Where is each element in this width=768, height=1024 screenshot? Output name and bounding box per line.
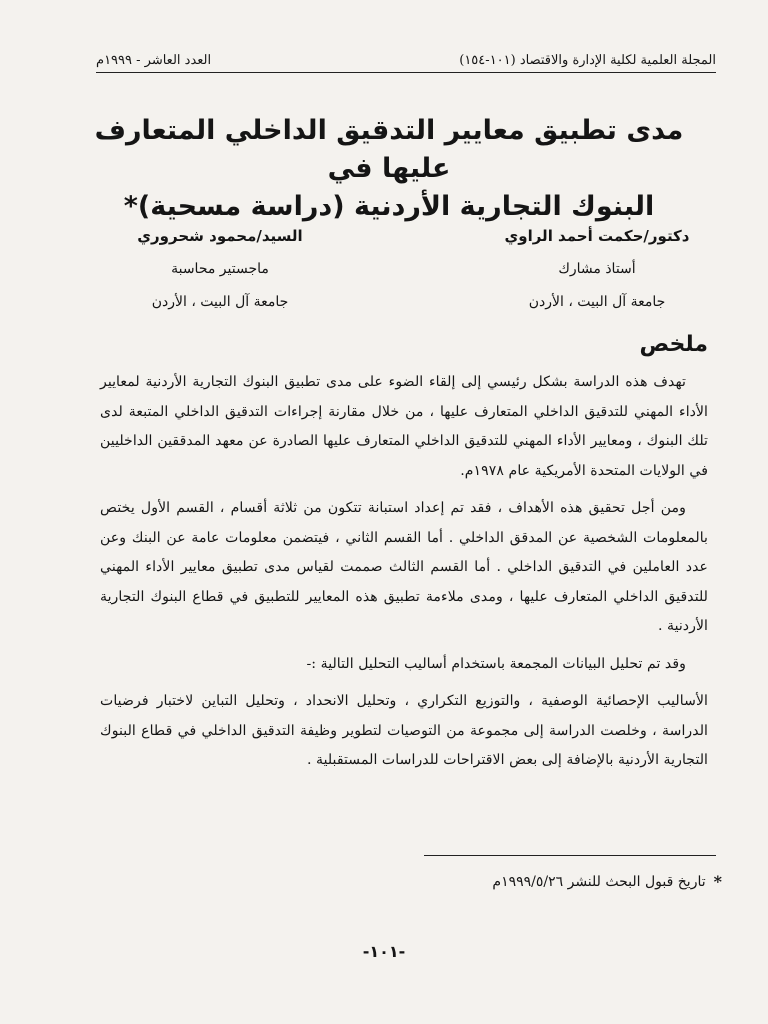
abstract-heading: ملخص	[639, 332, 708, 357]
footnote-divider	[424, 855, 716, 856]
author-2-name: السيد/محمود شحروري	[137, 227, 303, 245]
footnote-text: تاريخ قبول البحث للنشر ١٩٩٩/٥/٢٦م	[492, 873, 706, 890]
abstract-paragraph: ومن أجل تحقيق هذه الأهداف ، فقد تم إعداد استبانة تتكون من ثلاثة أقسام ، القسم الأول يختص بالمعلومات الشخصية عن المدقق الداخلي . أما القسم الثاني ، فيتضمن معلومات عامة عن البنك وعن عدد العاملين في التدقيق الداخلي . أما القسم الثالث صممت لقياس مدى تطبيق معايير الأداء المهني للتدقيق الداخلي المتعارف عليها ، ومدى ملاءمة تطبيق هذه المعايير للتطبيق في قطاع البنوك التجارية الأردنية .	[100, 500, 708, 634]
abstract-paragraph: وقد تم تحليل البيانات المجمعة باستخدام أساليب التحليل التالية :-	[306, 655, 686, 672]
running-header	[96, 42, 716, 73]
journal-name: المجلة العلمية لكلية الإدارة والاقتصاد (١٠١-١٥٤)	[459, 53, 716, 68]
footnote-mark: *	[713, 872, 722, 891]
abstract-paragraph: الأساليب الإحصائية الوصفية ، والتوزيع التكراري ، وتحليل الانحداد ، وتحليل التباين لاختبار فرضيات الدراسة ، وخلصت الدراسة إلى مجموعة من التوصيات لتطوير وظيفة التدقيق الداخلي في قطاع البنوك التجارية الأردنية بالإضافة إلى بعض الاقتراحات للدراسات المستقبلية .	[100, 693, 708, 768]
issue-number: العدد العاشر - ١٩٩٩م	[96, 53, 212, 68]
paper-title	[70, 112, 708, 226]
author-1-affiliation: جامعة آل البيت ، الأردن	[528, 294, 666, 310]
author-2-position: ماجستير محاسبة	[171, 261, 269, 277]
author-1-name: دكتور/حكمت أحمد الراوي	[504, 227, 690, 245]
abstract-paragraph: تهدف هذه الدراسة بشكل رئيسي إلى إلقاء الضوء على مدى تطبيق البنوك التجارية الأردنية لمعايير الأداء المهني للتدقيق الداخلي المتعارف عليها ، من خلال مقارنة إجراءات التدقيق الداخلي المتبعة لدى تلك البنوك ، ومعايير الأداء المهني للتدقيق الداخلي المتعارف عليها الصادرة عن معهد المدققين الداخليين في الولايات المتحدة الأمريكية عام ١٩٧٨م.	[100, 374, 708, 479]
footnote	[492, 872, 722, 891]
title-line-1: مدى تطبيق معايير التدقيق الداخلي المتعارف عليها في	[94, 115, 684, 184]
author-1-position: أستاذ مشارك	[558, 261, 636, 277]
title-line-2: البنوك التجارية الأردنية (دراسة مسحية)*	[123, 191, 655, 222]
page-number: -١٠١-	[362, 942, 406, 961]
abstract-body	[100, 368, 708, 784]
author-2	[110, 220, 330, 319]
author-2-affiliation: جامعة آل البيت ، الأردن	[151, 294, 289, 310]
author-1	[482, 220, 712, 319]
